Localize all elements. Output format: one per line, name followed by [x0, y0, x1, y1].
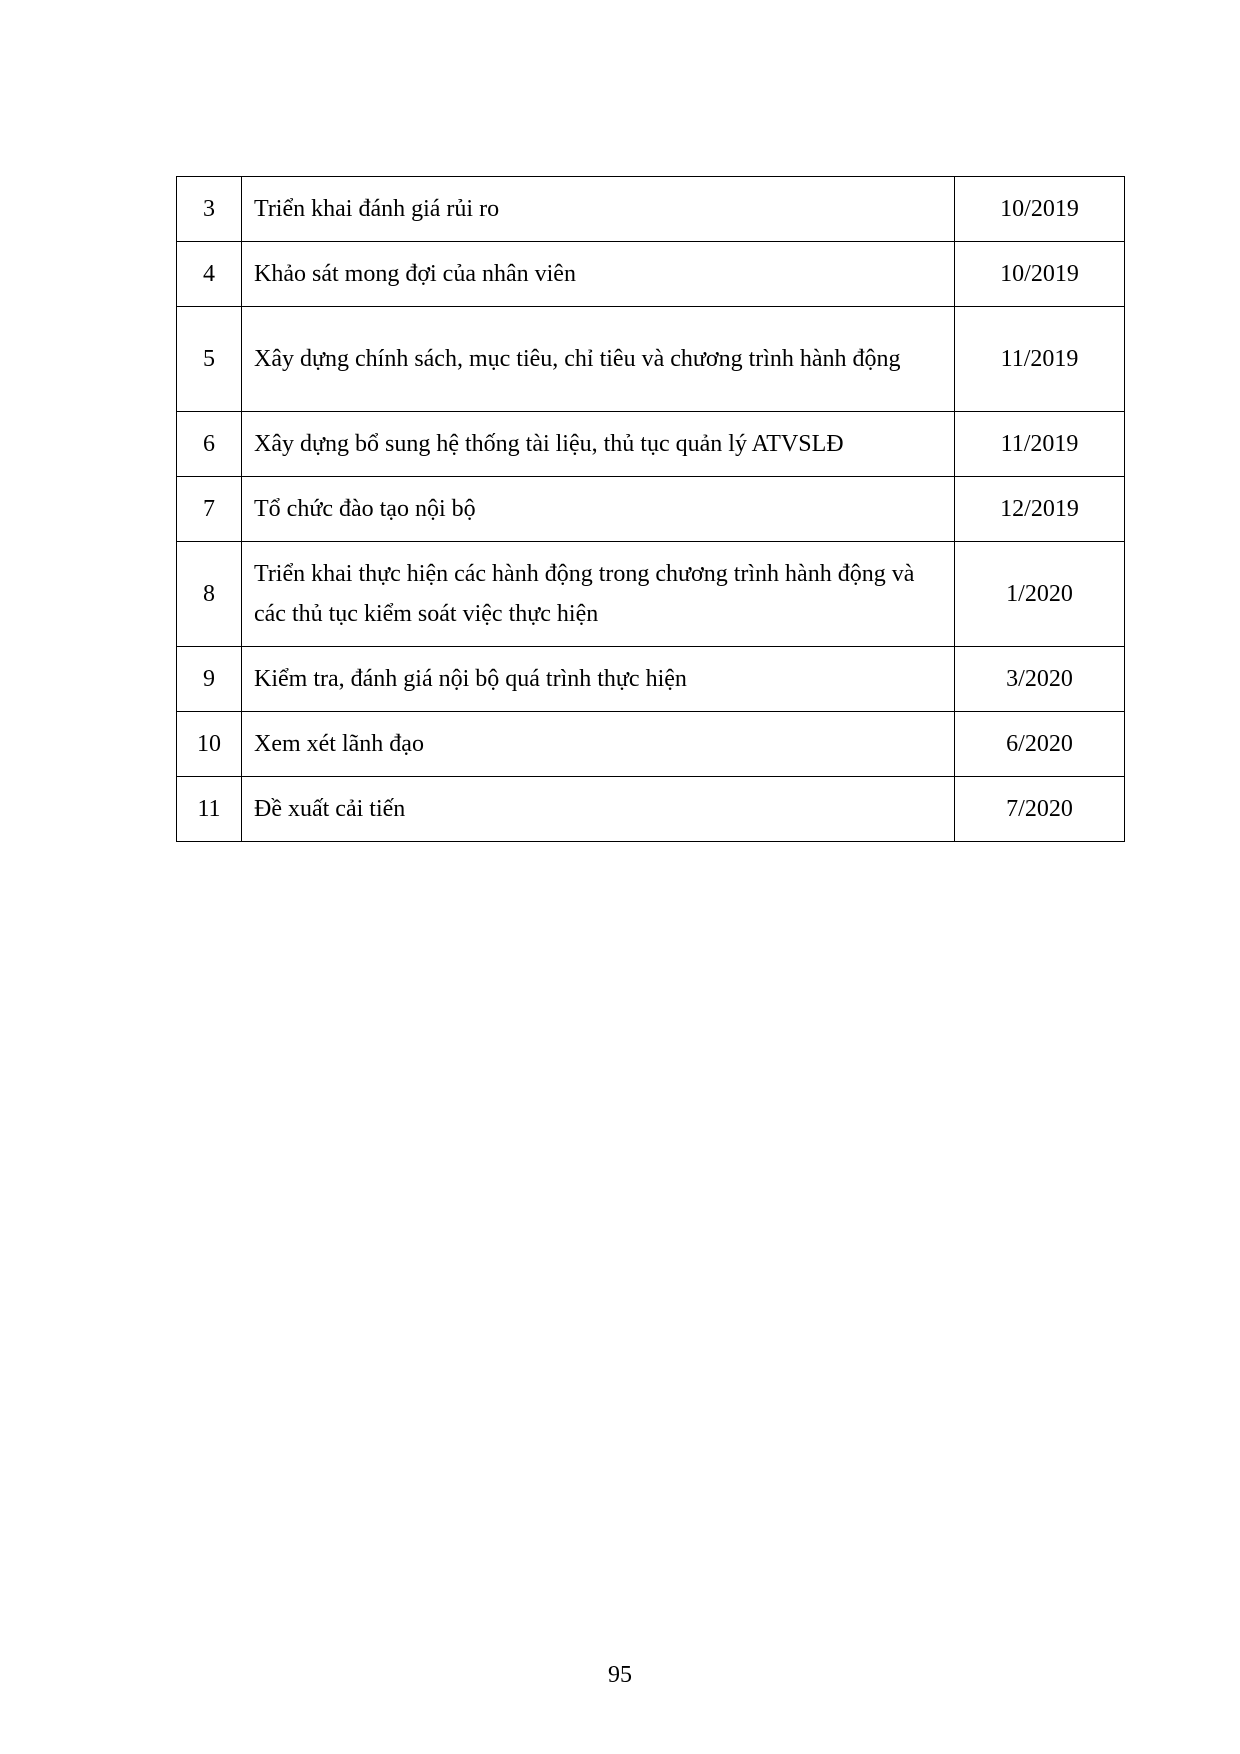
task-description: Tổ chức đào tạo nội bộ — [242, 477, 955, 542]
table-row — [177, 177, 1125, 242]
table-row — [177, 712, 1125, 777]
table-row — [177, 542, 1125, 647]
task-date: 1/2020 — [955, 542, 1125, 647]
row-number: 4 — [177, 242, 242, 307]
row-number: 7 — [177, 477, 242, 542]
task-date: 10/2019 — [955, 177, 1125, 242]
task-date: 7/2020 — [955, 777, 1125, 842]
task-description: Triển khai thực hiện các hành động trong chương trình hành động và các thủ tục kiểm soát việc thực hiện — [242, 542, 955, 647]
table-row — [177, 412, 1125, 477]
row-number: 8 — [177, 542, 242, 647]
task-date: 6/2020 — [955, 712, 1125, 777]
row-number: 6 — [177, 412, 242, 477]
task-date: 3/2020 — [955, 647, 1125, 712]
task-date: 10/2019 — [955, 242, 1125, 307]
task-description: Kiểm tra, đánh giá nội bộ quá trình thực hiện — [242, 647, 955, 712]
table-row — [177, 242, 1125, 307]
row-number: 9 — [177, 647, 242, 712]
page-number: 95 — [608, 1662, 632, 1688]
row-number: 3 — [177, 177, 242, 242]
implementation-schedule-table — [176, 176, 1125, 842]
task-description: Xem xét lãnh đạo — [242, 712, 955, 777]
task-description: Xây dựng bổ sung hệ thống tài liệu, thủ tục quản lý ATVSLĐ — [242, 412, 955, 477]
task-description: Triển khai đánh giá rủi ro — [242, 177, 955, 242]
row-number: 11 — [177, 777, 242, 842]
table-row — [177, 647, 1125, 712]
task-description: Khảo sát mong đợi của nhân viên — [242, 242, 955, 307]
task-description: Xây dựng chính sách, mục tiêu, chỉ tiêu và chương trình hành động — [242, 307, 955, 412]
task-description: Đề xuất cải tiến — [242, 777, 955, 842]
table-row — [177, 777, 1125, 842]
row-number: 5 — [177, 307, 242, 412]
row-number: 10 — [177, 712, 242, 777]
task-date: 11/2019 — [955, 412, 1125, 477]
table-row — [177, 477, 1125, 542]
table-row — [177, 307, 1125, 412]
task-date: 11/2019 — [955, 307, 1125, 412]
task-date: 12/2019 — [955, 477, 1125, 542]
